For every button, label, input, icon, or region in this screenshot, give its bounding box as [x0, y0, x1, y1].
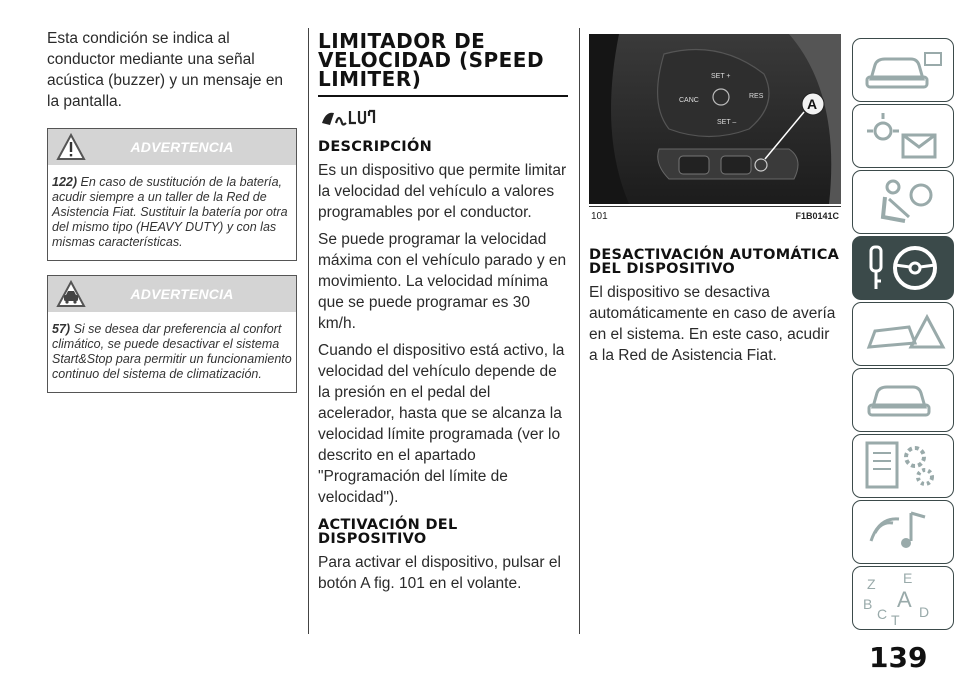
tab-technical-data[interactable]	[852, 434, 954, 498]
svg-text:T: T	[891, 612, 900, 628]
speed-limiter-symbol-icon	[318, 105, 378, 129]
svg-text:B: B	[863, 596, 873, 612]
callout-label: A	[807, 96, 818, 112]
figure-id: F1B0141C	[795, 211, 839, 221]
res-label: RES	[749, 93, 764, 100]
desactivacion-heading: DESACTIVACIÓN AUTOMÁTICA DEL DISPOSITIVO	[589, 247, 840, 277]
warning-triangle-icon	[56, 133, 86, 161]
tab-multimedia[interactable]	[852, 500, 954, 564]
desactivacion-text: El dispositivo se desactiva automáticamente en caso de avería en el sistema. En este caso, acudir a la Red de Asistencia Fiat.	[589, 284, 836, 364]
tab-maintenance[interactable]	[852, 368, 954, 432]
figure-caption	[589, 206, 841, 222]
warning-header	[48, 129, 296, 165]
warning-body	[48, 165, 296, 260]
limiter-button-a	[721, 156, 751, 174]
warning-box-startstop	[47, 275, 297, 393]
key-steering-wheel-icon	[853, 237, 953, 299]
limiter-button-left	[679, 156, 709, 174]
warning-number: 122)	[52, 175, 78, 189]
warning-light-envelope-icon	[853, 105, 953, 167]
warning-title: ADVERTENCIA	[130, 139, 234, 155]
steering-wheel-controls-illustration	[589, 34, 841, 204]
svg-text:A: A	[897, 587, 912, 612]
warning-header	[48, 276, 296, 312]
column-divider	[579, 28, 580, 634]
activacion-heading: ACTIVACIÓN DEL DISPOSITIVO	[318, 517, 458, 547]
page-number: 139	[869, 641, 928, 674]
car-maintenance-icon	[853, 369, 953, 431]
tab-safety[interactable]	[852, 170, 954, 234]
music-phone-icon	[853, 501, 953, 563]
warning-title: ADVERTENCIA	[130, 286, 234, 302]
car-icon	[853, 39, 953, 101]
column-right	[589, 34, 841, 372]
svg-text:C: C	[877, 606, 888, 622]
canc-label: CANC	[679, 97, 699, 104]
svg-text:D: D	[919, 604, 930, 620]
alphabet-index-icon	[853, 567, 953, 629]
set-plus-label: SET +	[711, 73, 731, 80]
warning-text: Si se desea dar preferencia al confort climático, se puede desactivar el sistema Start&Stop para permitir un funcionamiento continuo del sistema de climatización.	[52, 322, 292, 381]
column-middle	[318, 28, 568, 600]
figure-steering-wheel-controls	[589, 34, 841, 204]
tab-index[interactable]	[852, 566, 954, 630]
set-minus-label: SET –	[717, 119, 737, 126]
title-rule	[318, 95, 568, 97]
column-divider	[308, 28, 309, 634]
warning-box-battery	[47, 128, 297, 261]
tab-emergency[interactable]	[852, 302, 954, 366]
tab-starting-driving[interactable]	[852, 236, 954, 300]
descripcion-paragraph-3: Cuando el dispositivo está activo, la velocidad del vehículo depende de la presión en el pedal del acelerador, hasta que se alcanza la velocidad límite programada (ver lo descrito en el apartado "Programación del límite de velocidad").	[318, 342, 565, 506]
tab-warning-lights[interactable]	[852, 104, 954, 168]
car-warning-icon	[56, 280, 86, 308]
seat-airbag-icon	[853, 171, 953, 233]
svg-text:Z: Z	[867, 576, 876, 592]
descripcion-paragraph-2: Se puede programar la velocidad máxima con el vehículo parado y en movimiento. La velocidad mínima que se puede programar es 30 km/h.	[318, 231, 567, 332]
svg-text:E: E	[903, 570, 913, 586]
column-left	[47, 28, 297, 393]
list-gears-icon	[853, 435, 953, 497]
descripcion-heading: DESCRIPCIÓN	[318, 139, 433, 155]
warning-number: 57)	[52, 322, 71, 336]
warning-text: En caso de sustitución de la batería, acudir siempre a un taller de la Red de Asistencia Fiat. Sustituir la batería por otra del mismo tipo (HEAVY DUTY) y con las mismas características.	[52, 175, 288, 249]
tab-car-dashboard[interactable]	[852, 38, 954, 102]
car-emergency-icon	[853, 303, 953, 365]
warning-body	[48, 312, 296, 392]
descripcion-paragraph-1: Es un dispositivo que permite limitar la velocidad del vehículo a valores programables por el conductor.	[318, 162, 567, 221]
intro-text: Esta condición se indica al conductor mediante una señal acústica (buzzer) y un mensaje en la pantalla.	[47, 30, 284, 110]
figure-number: 101	[591, 211, 608, 222]
activacion-text: Para activar el dispositivo, pulsar el botón A fig. 101 en el volante.	[318, 554, 561, 592]
section-title: LIMITADOR DE VELOCIDAD (SPEED LIMITER)	[318, 29, 545, 91]
